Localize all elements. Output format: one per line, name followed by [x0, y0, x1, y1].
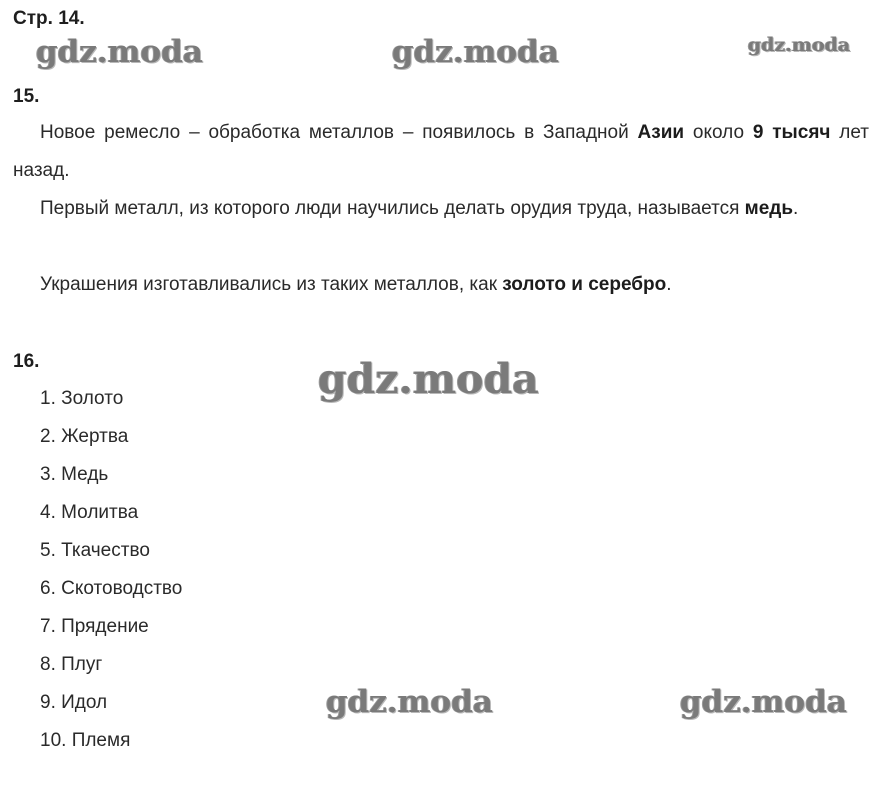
list-item: 6. Скотоводство — [40, 578, 183, 599]
watermark-logo: gdz.moda — [392, 34, 559, 70]
answer-bold: медь — [744, 198, 794, 219]
answer-bold: золото и серебро — [502, 274, 667, 295]
page-header: Стр. 14. — [13, 8, 85, 29]
list-item: 4. Молитва — [40, 502, 139, 523]
watermark-logo: gdz.moda — [748, 34, 851, 56]
paragraph-text: Новое ремесло – обработка металлов – появилось в Западной — [40, 122, 638, 143]
watermark-logo: gdz.moda — [36, 34, 203, 70]
list-item: 8. Плуг — [40, 654, 103, 675]
list-item: 10. Племя — [40, 730, 131, 751]
section-number-15: 15. — [13, 86, 40, 107]
answer-bold: Азии — [637, 122, 685, 143]
answer-bold: 9 тысяч — [752, 122, 831, 143]
paragraph-text: Первый металл, из которого люди научились делать орудия труда, называется — [40, 198, 745, 219]
list-item: 3. Медь — [40, 464, 109, 485]
paragraph-text: . — [666, 274, 672, 295]
watermark-logo: gdz.moda — [680, 684, 847, 720]
list-item: 1. Золото — [40, 388, 124, 409]
list-item: 7. Прядение — [40, 616, 149, 637]
paragraph-text: Украшения изготавливались из таких металлов, как — [40, 274, 503, 295]
list-item: 2. Жертва — [40, 426, 129, 447]
watermark-logo: gdz.moda — [318, 355, 539, 403]
watermark-logo: gdz.moda — [326, 684, 493, 720]
paragraph-text: около — [684, 122, 753, 143]
paragraph-text: . — [793, 198, 799, 219]
paragraph-text: лет назад. — [13, 122, 869, 181]
list-item: 9. Идол — [40, 692, 108, 713]
paragraph-jewelry-metals — [13, 266, 869, 304]
list-item: 5. Ткачество — [40, 540, 150, 561]
paragraph-first-metal — [13, 190, 869, 228]
section-number-16: 16. — [13, 351, 40, 372]
paragraph-metalworking-origin — [13, 114, 869, 190]
answer-list — [40, 380, 182, 760]
